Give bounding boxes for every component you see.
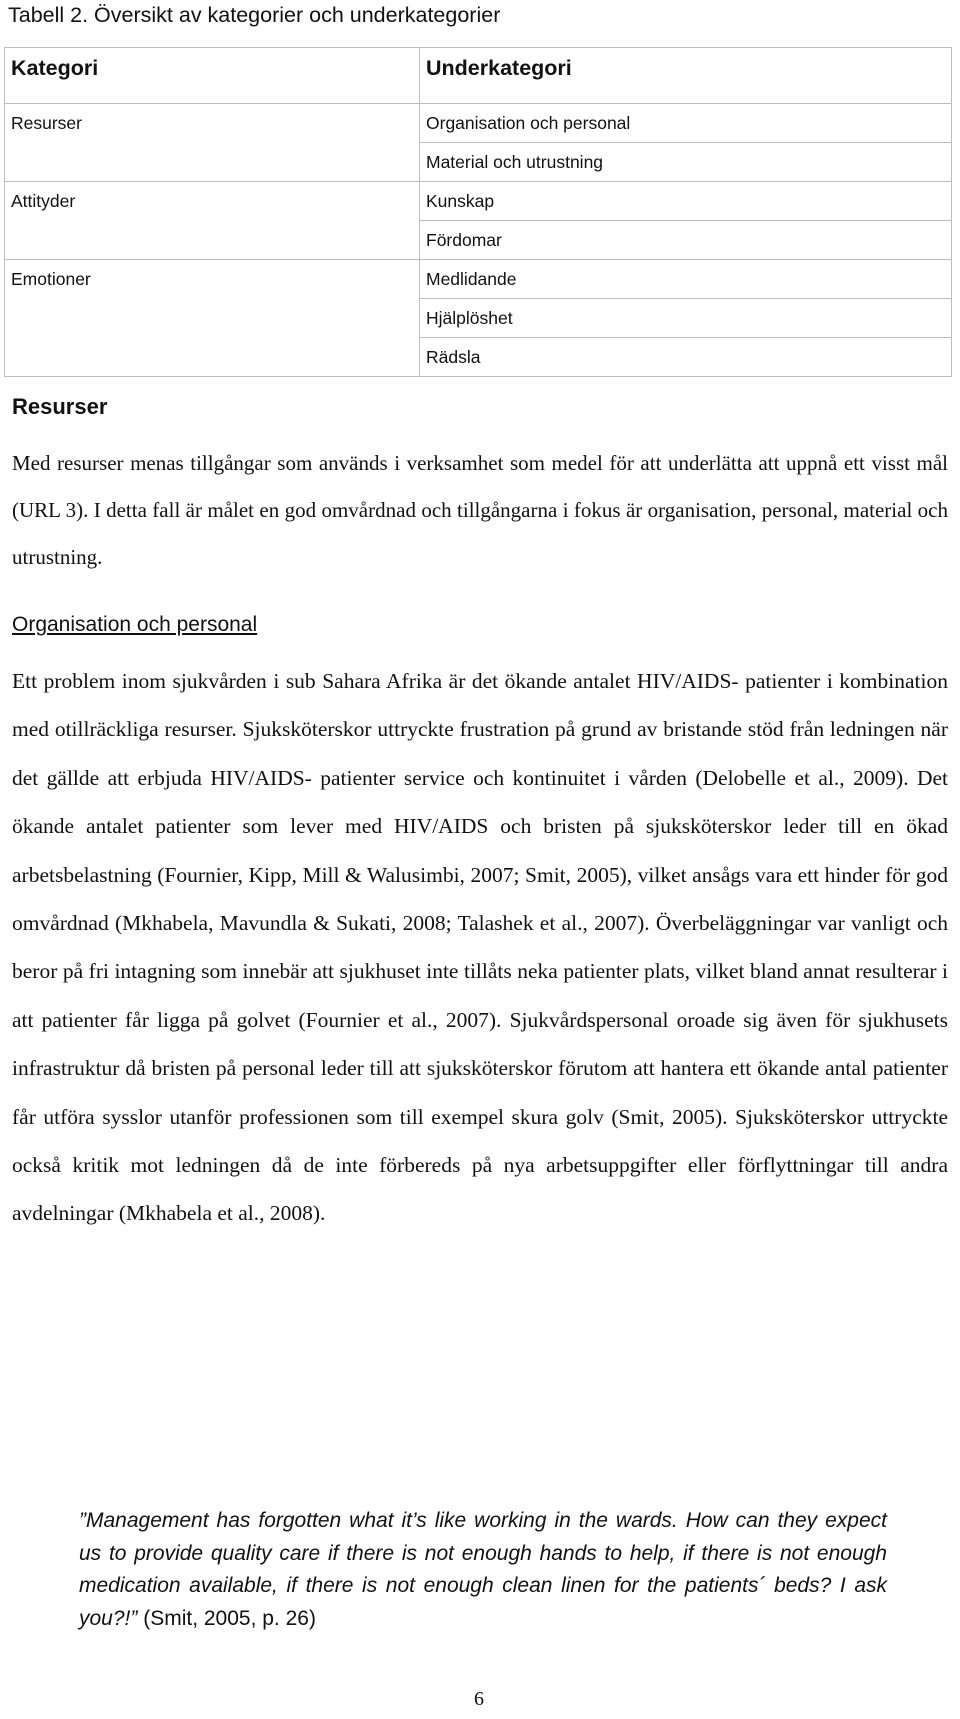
table-row — [5, 104, 952, 143]
subsection-paragraph: Ett problem inom sjukvården i sub Sahara Afrika är det ökande antalet HIV/AIDS- patienter i kombination med otillräckliga resurser. Sjuksköterskor uttryckte frustration på grund av bristande stöd från ledningen när det gällde att erbjuda HIV/AIDS- patienter service och kontinuitet i vården (Delobelle et al., 2009). Det ökande antalet patienter som lever med HIV/AIDS och bristen på sjuksköterskor leder till en ökad arbetsbelastning (Fournier, Kipp, Mill & Walusimbi, 2007; Smit, 2005), vilket ansågs vara ett hinder för god omvårdnad (Mkhabela, Mavundla & Sukati, 2008; Talashek et al., 2007). Överbeläggningar var vanligt och beror på fri intagning som innebär att sjukhuset inte tillåts neka patienter plats, vilket bland annat resulterar i att patienter får ligga på golvet (Fournier et al., 2007). Sjukvårdspersonal oroade sig även för sjukhusets infrastruktur då bristen på personal leder till att sjuksköterskor förutom att hantera ett ökande antal patienter får utföra sysslor utanför professionen som till exempel skura golv (Smit, 2005). Sjuksköterskor uttryckte också kritik mot ledningen då de inte förbereds på nya arbetsuppgifter eller förflyttningar till andra avdelningar (Mkhabela et al., 2008). — [12, 669, 948, 1226]
category-table — [4, 47, 952, 377]
category-cell — [5, 143, 420, 182]
block-quote — [79, 1505, 887, 1635]
subcategory-cell: Rädsla — [420, 338, 952, 377]
table-row — [5, 182, 952, 221]
category-cell — [5, 299, 420, 338]
subcategory-cell: Organisation och personal — [420, 104, 952, 143]
table-row — [5, 299, 952, 338]
quote-citation: (Smit, 2005, p. 26) — [137, 1606, 316, 1630]
section-paragraph: Med resurser menas tillgångar som används i verksamhet som medel för att underlätta att uppnå ett visst mål (URL 3). I detta fall är målet en god omvårdnad och tillgångarna i fokus är organisation, personal, material och utrustning. — [12, 451, 948, 569]
header-underkategori: Underkategori — [420, 48, 952, 104]
table-row — [5, 338, 952, 377]
table-row — [5, 221, 952, 260]
category-cell: Emotioner — [5, 260, 420, 299]
table-header-row — [5, 48, 952, 104]
subcategory-cell: Hjälplöshet — [420, 299, 952, 338]
table-row — [5, 143, 952, 182]
subsection-heading: Organisation och personal — [12, 613, 258, 636]
subcategory-cell: Kunskap — [420, 182, 952, 221]
page-number: 6 — [474, 1688, 484, 1710]
category-cell — [5, 221, 420, 260]
category-cell: Attityder — [5, 182, 420, 221]
header-kategori: Kategori — [5, 48, 420, 104]
table-caption: Tabell 2. Översikt av kategorier och underkategorier — [8, 3, 501, 27]
table-row — [5, 260, 952, 299]
category-cell — [5, 338, 420, 377]
quote-text: ”Management has forgotten what it’s like working in the wards. How can they expect us to provide quality care if there is not enough hands to help, if there is not enough medication available, if there is not enough clean linen for the patients´ beds? I ask you?!” — [79, 1509, 887, 1630]
section-heading: Resurser — [12, 394, 108, 419]
subcategory-cell: Material och utrustning — [420, 143, 952, 182]
subcategory-cell: Medlidande — [420, 260, 952, 299]
subcategory-cell: Fördomar — [420, 221, 952, 260]
category-cell: Resurser — [5, 104, 420, 143]
